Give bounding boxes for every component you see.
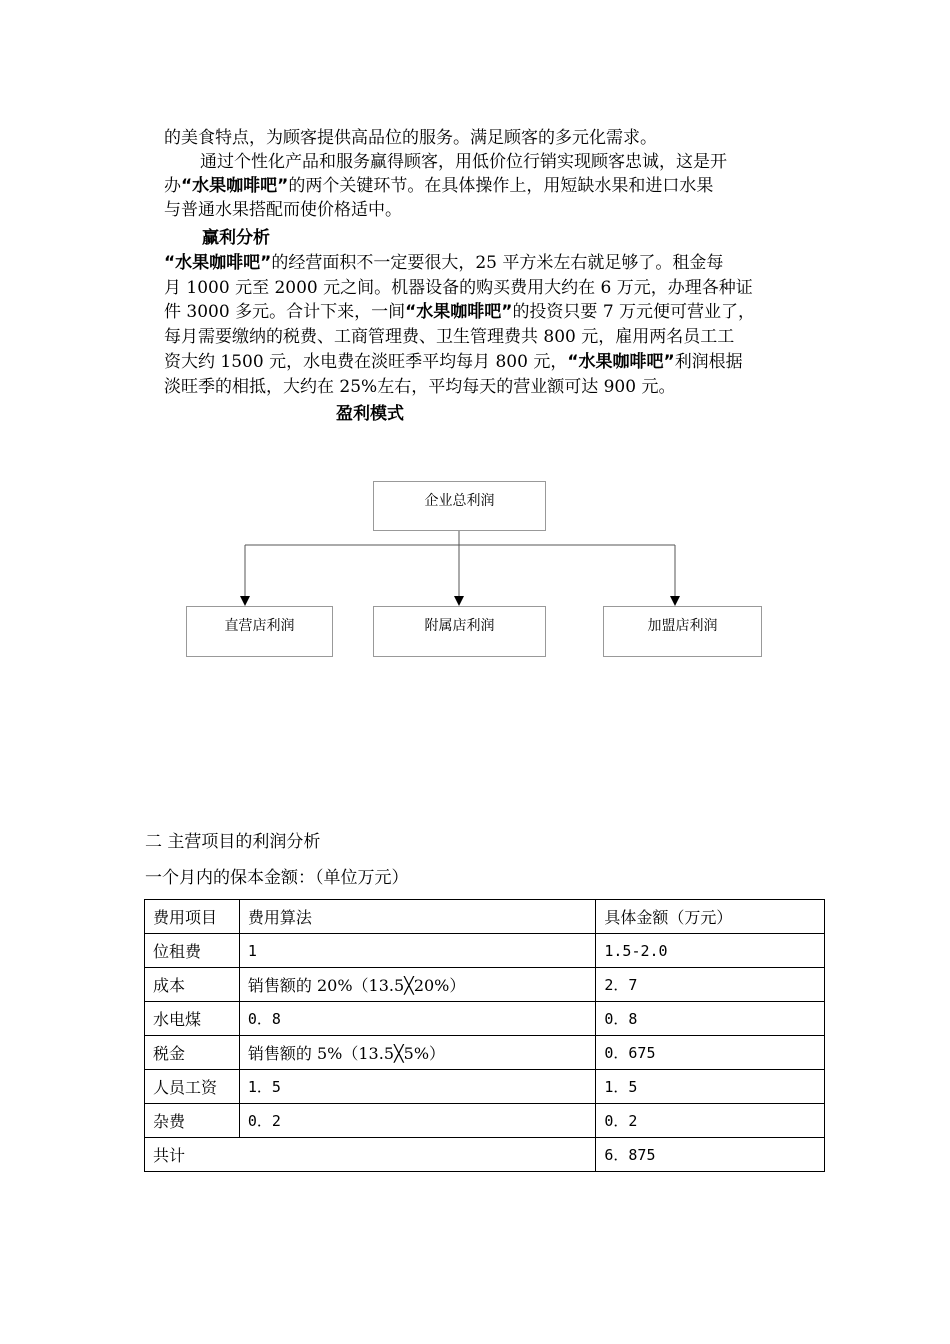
arrow-down-icon — [670, 596, 680, 606]
table-header-row — [145, 900, 825, 934]
table-cell: 1 — [239, 934, 595, 968]
table-caption: 一个月内的保本金额：（单位万元） — [145, 868, 409, 888]
brand-name: “水果咖啡吧” — [405, 302, 513, 322]
table-cell: 杂费 — [145, 1104, 240, 1138]
paragraph-line: “水果咖啡吧”的经营面积不一定要很大，25 平方米左右就足够了。租金每 — [164, 253, 724, 273]
table-header-cell: 费用算法 — [239, 900, 595, 934]
diagram-child-affiliate-store: 附属店利润 — [373, 606, 546, 657]
paragraph-line: 的美食特点，为顾客提供高品位的服务。满足顾客的多元化需求。 — [164, 128, 657, 148]
diagram-child-direct-store: 直营店利润 — [186, 606, 333, 657]
table-cell: 0．8 — [596, 1002, 825, 1036]
diagram-child-franchise-store: 加盟店利润 — [603, 606, 762, 657]
table-total-label: 共计 — [145, 1138, 596, 1172]
table-row — [145, 1002, 825, 1036]
paragraph-line: 资大约 1500 元，水电费在淡旺季平均每月 800 元，“水果咖啡吧”利润根据 — [164, 352, 743, 372]
table-header-cell: 费用项目 — [145, 900, 240, 934]
table-row — [145, 1070, 825, 1104]
table-cell: 税金 — [145, 1036, 240, 1070]
table-total-value: 6．875 — [596, 1138, 825, 1172]
paragraph-line: 与普通水果搭配而使价格适中。 — [164, 200, 402, 220]
table-cell: 销售额的 20%（13.5╳20%） — [239, 968, 595, 1002]
table-header-cell: 具体金额（万元） — [596, 900, 825, 934]
table-cell: 1．5 — [596, 1070, 825, 1104]
table-cell: 销售额的 5%（13.5╳5%） — [239, 1036, 595, 1070]
table-cell: 0．675 — [596, 1036, 825, 1070]
profit-analysis-heading: 赢利分析 — [202, 228, 270, 248]
paragraph-line: 件 3000 多元。合计下来，一间“水果咖啡吧”的投资只要 7 万元便可营业了， — [164, 302, 756, 322]
brand-name: “水果咖啡吧” — [567, 352, 675, 372]
table-cell: 成本 — [145, 968, 240, 1002]
table-cell: 0．8 — [239, 1002, 595, 1036]
arrow-down-icon — [454, 596, 464, 606]
table-total-row — [145, 1138, 825, 1172]
profit-model-title: 盈利模式 — [336, 404, 404, 424]
section-heading: 二 主营项目的利润分析 — [145, 832, 321, 852]
paragraph-line: 每月需要缴纳的税费、工商管理费、卫生管理费共 800 元，雇用两名员工工 — [164, 327, 735, 347]
break-even-cost-table — [144, 899, 825, 1172]
table-cell: 0．2 — [596, 1104, 825, 1138]
table-row — [145, 1104, 825, 1138]
brand-name: “水果咖啡吧” — [181, 176, 289, 196]
table-cell: 水电煤 — [145, 1002, 240, 1036]
paragraph-line: 办“水果咖啡吧”的两个关键环节。在具体操作上，用短缺水果和进口水果 — [164, 176, 714, 196]
table-cell: 2．7 — [596, 968, 825, 1002]
diagram-root-node: 企业总利润 — [373, 481, 546, 531]
brand-name: “水果咖啡吧” — [164, 253, 272, 273]
paragraph-line: 通过个性化产品和服务赢得顾客，用低价位行销实现顾客忠诚，这是开 — [200, 152, 727, 172]
paragraph-line: 月 1000 元至 2000 元之间。机器设备的购买费用大约在 6 万元，办理各种证 — [164, 278, 753, 298]
table-cell: 0．2 — [239, 1104, 595, 1138]
table-row — [145, 934, 825, 968]
paragraph-line: 淡旺季的相抵，大约在 25%左右，平均每天的营业额可达 900 元。 — [164, 377, 676, 397]
table-cell: 1．5 — [239, 1070, 595, 1104]
table-cell: 人员工资 — [145, 1070, 240, 1104]
table-row — [145, 1036, 825, 1070]
arrow-down-icon — [240, 596, 250, 606]
table-cell: 位租费 — [145, 934, 240, 968]
table-row — [145, 968, 825, 1002]
table-cell: 1.5-2.0 — [596, 934, 825, 968]
